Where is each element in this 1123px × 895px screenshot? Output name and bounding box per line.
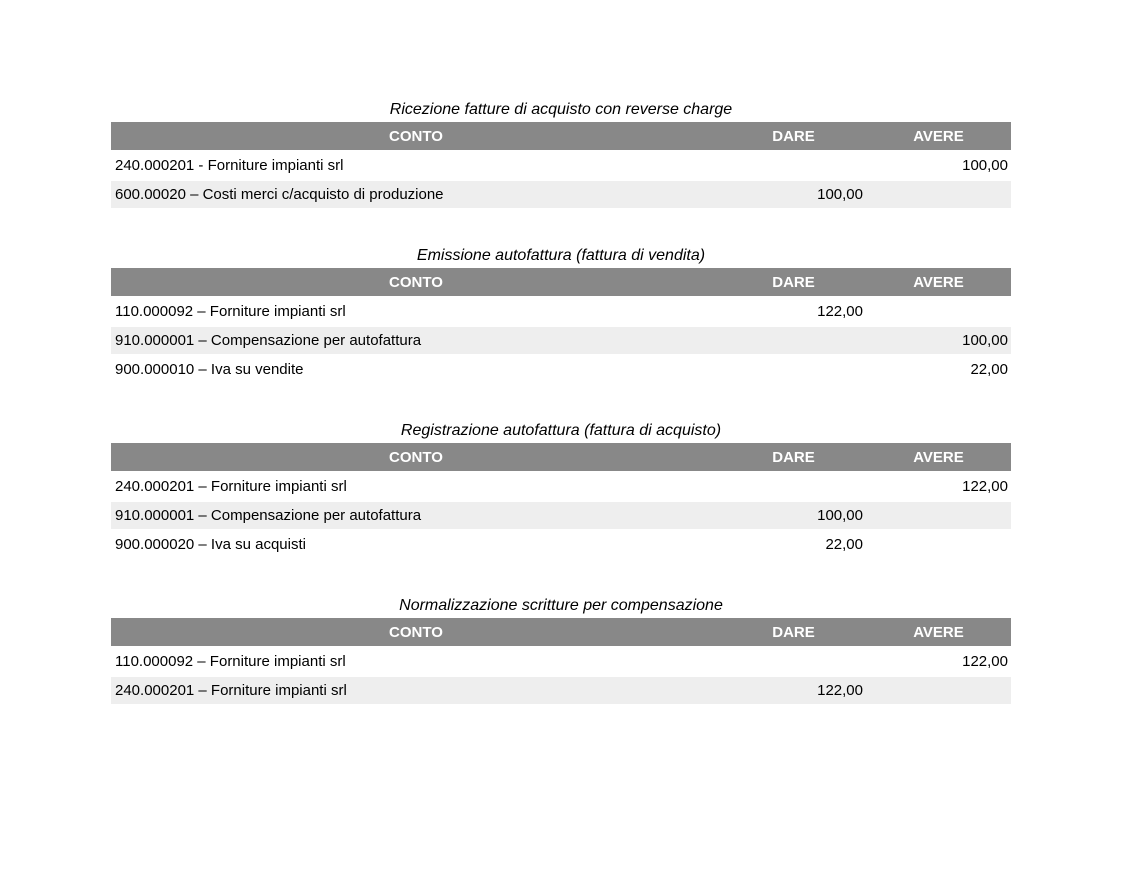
header-row xyxy=(111,443,1011,472)
avere-amount-cell xyxy=(866,530,1011,559)
dare-amount-cell xyxy=(721,326,866,355)
ledger-table xyxy=(111,268,1011,385)
avere-amount-cell xyxy=(866,180,1011,209)
avere-amount-cell xyxy=(866,676,1011,705)
dare-amount-cell: 100,00 xyxy=(721,180,866,209)
avere-amount-cell xyxy=(866,501,1011,530)
dare-amount-cell: 100,00 xyxy=(721,501,866,530)
header-row xyxy=(111,618,1011,647)
account-cell: 110.000092 – Forniture impianti srl xyxy=(111,647,721,676)
ledger-table-section xyxy=(111,597,1011,706)
table-title: Emissione autofattura (fattura di vendita) xyxy=(416,247,706,264)
column-header-dare: DARE xyxy=(721,618,866,647)
account-cell: 900.000020 – Iva su acquisti xyxy=(111,530,721,559)
dare-amount-cell xyxy=(721,472,866,501)
ledger-table-section xyxy=(111,101,1011,210)
dare-amount-cell: 22,00 xyxy=(721,530,866,559)
ledger-table xyxy=(111,618,1011,706)
avere-amount-cell: 122,00 xyxy=(866,472,1011,501)
column-header-dare: DARE xyxy=(721,268,866,297)
avere-amount-cell: 100,00 xyxy=(866,326,1011,355)
table-row xyxy=(111,530,1011,559)
table-row xyxy=(111,355,1011,384)
column-header-conto: CONTO xyxy=(111,618,721,647)
table-row xyxy=(111,472,1011,501)
dare-amount-cell: 122,00 xyxy=(721,676,866,705)
account-cell: 900.000010 – Iva su vendite xyxy=(111,355,721,384)
ledger-table-section xyxy=(111,247,1011,385)
header-row xyxy=(111,122,1011,151)
column-header-avere: AVERE xyxy=(866,618,1011,647)
table-title: Normalizzazione scritture per compensazione xyxy=(399,597,723,614)
account-cell: 240.000201 – Forniture impianti srl xyxy=(111,472,721,501)
avere-amount-cell: 100,00 xyxy=(866,151,1011,180)
dare-amount-cell xyxy=(721,647,866,676)
column-header-avere: AVERE xyxy=(866,268,1011,297)
column-header-dare: DARE xyxy=(721,122,866,151)
avere-amount-cell: 22,00 xyxy=(866,355,1011,384)
table-row xyxy=(111,151,1011,180)
column-header-avere: AVERE xyxy=(866,122,1011,151)
column-header-dare: DARE xyxy=(721,443,866,472)
header-row xyxy=(111,268,1011,297)
dare-amount-cell xyxy=(721,151,866,180)
table-row xyxy=(111,297,1011,326)
table-title: Registrazione autofattura (fattura di acquisto) xyxy=(400,422,722,439)
account-cell: 110.000092 – Forniture impianti srl xyxy=(111,297,721,326)
ledger-table xyxy=(111,443,1011,560)
avere-amount-cell: 122,00 xyxy=(866,647,1011,676)
avere-amount-cell xyxy=(866,297,1011,326)
table-row xyxy=(111,676,1011,705)
ledger-table-section xyxy=(111,422,1011,560)
table-title: Ricezione fatture di acquisto con reverse charge xyxy=(389,101,733,118)
column-header-conto: CONTO xyxy=(111,268,721,297)
account-cell: 600.00020 – Costi merci c/acquisto di produzione xyxy=(111,180,721,209)
table-row xyxy=(111,180,1011,209)
table-row xyxy=(111,647,1011,676)
tables-container xyxy=(111,101,1011,706)
account-cell: 240.000201 – Forniture impianti srl xyxy=(111,676,721,705)
account-cell: 910.000001 – Compensazione per autofattura xyxy=(111,326,721,355)
account-cell: 240.000201 - Forniture impianti srl xyxy=(111,151,721,180)
column-header-conto: CONTO xyxy=(111,122,721,151)
table-row xyxy=(111,326,1011,355)
column-header-conto: CONTO xyxy=(111,443,721,472)
table-row xyxy=(111,501,1011,530)
dare-amount-cell: 122,00 xyxy=(721,297,866,326)
column-header-avere: AVERE xyxy=(866,443,1011,472)
ledger-table xyxy=(111,122,1011,210)
accounting-document xyxy=(111,101,1011,706)
account-cell: 910.000001 – Compensazione per autofattura xyxy=(111,501,721,530)
dare-amount-cell xyxy=(721,355,866,384)
